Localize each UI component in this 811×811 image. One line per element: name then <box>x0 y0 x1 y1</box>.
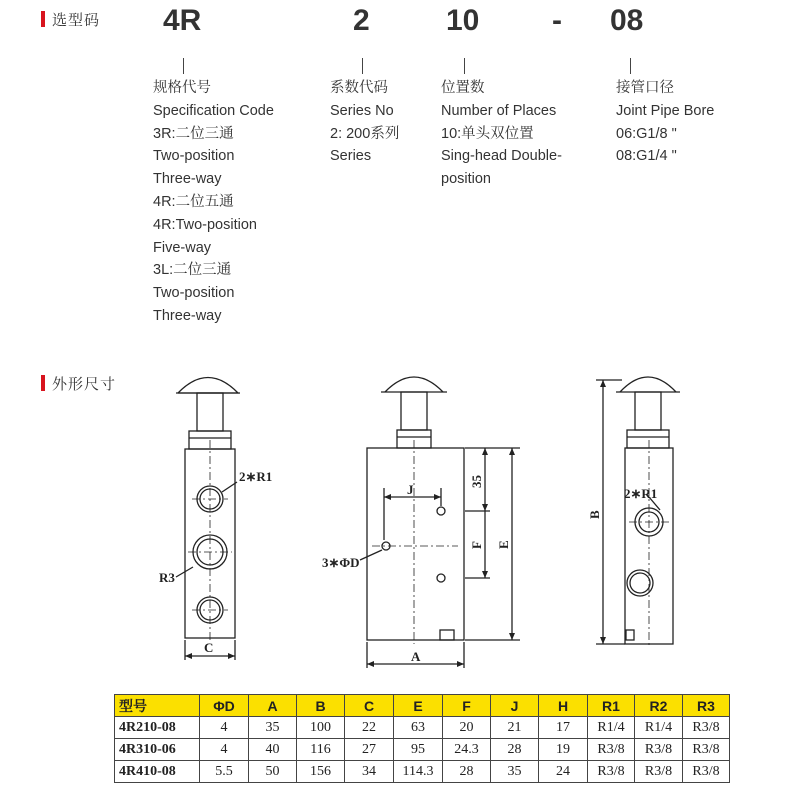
bore-line: Joint Pipe Bore <box>616 102 715 119</box>
cell: 28 <box>443 761 491 783</box>
dimensions-table <box>114 694 730 783</box>
cell: 24.3 <box>443 739 491 761</box>
table-row <box>115 739 730 761</box>
cell: 40 <box>249 739 297 761</box>
col-header-j: J <box>491 695 539 717</box>
label-e: E <box>496 540 511 549</box>
cell: R3/8 <box>635 761 683 783</box>
bore-line: 接管口径 <box>616 80 674 96</box>
col-header-e: E <box>394 695 443 717</box>
cell: 35 <box>249 717 297 739</box>
cell: 156 <box>297 761 345 783</box>
spec-line: Two-position <box>153 148 235 165</box>
front-view-middle <box>360 377 520 668</box>
table-row <box>115 761 730 783</box>
label-f: F <box>469 541 484 549</box>
cell: 17 <box>539 717 588 739</box>
cell: R3/8 <box>683 739 730 761</box>
code-series-no: 2 <box>353 4 370 37</box>
front-view-left <box>176 378 240 661</box>
spec-line: Two-position <box>153 285 235 302</box>
cell: 63 <box>394 717 443 739</box>
col-header-r1: R1 <box>588 695 635 717</box>
code-bore: 08 <box>610 4 644 37</box>
spec-line: Specification Code <box>153 102 274 119</box>
series-line: 系数代码 <box>330 80 388 96</box>
cell: R3/8 <box>635 739 683 761</box>
cell: 22 <box>345 717 394 739</box>
label-phi-d: 3∗ΦD <box>322 555 360 570</box>
cell: R1/4 <box>635 717 683 739</box>
cell: 116 <box>297 739 345 761</box>
label-c: C <box>204 640 214 655</box>
bore-line: 06:G1/8 " <box>616 125 677 142</box>
col-header-r2: R2 <box>635 695 683 717</box>
cell-model: 4R410-08 <box>115 761 200 783</box>
places-line: Sing-head Double- <box>441 148 562 165</box>
col-header-c: C <box>345 695 394 717</box>
col-header-h: H <box>539 695 588 717</box>
cell: R3/8 <box>683 717 730 739</box>
table-header-row <box>115 695 730 717</box>
cell: 28 <box>491 739 539 761</box>
cell: 35 <box>491 761 539 783</box>
col-header-model: 型号 <box>115 695 200 717</box>
label-r3: R3 <box>159 570 175 585</box>
spec-line: 4R:二位五通 <box>153 193 234 210</box>
cell: 24 <box>539 761 588 783</box>
series-line: Series <box>330 148 372 165</box>
places-line: position <box>441 171 491 188</box>
cell: 50 <box>249 761 297 783</box>
series-line: 2: 200系列 <box>330 125 400 142</box>
series-line: Series No <box>330 102 394 119</box>
spec-line: 4R:Two-position <box>153 216 257 233</box>
code-places: 10 <box>446 4 480 37</box>
table-row <box>115 717 730 739</box>
label-j: J <box>407 482 414 497</box>
cell: 95 <box>394 739 443 761</box>
cell: 5.5 <box>200 761 249 783</box>
code-separator: - <box>552 4 562 37</box>
label-b: B <box>587 510 602 519</box>
col-header-phi-d: ΦD <box>200 695 249 717</box>
code-series-type: 4R <box>163 4 202 37</box>
label-r1-left: 2∗R1 <box>239 469 273 484</box>
col-header-b: B <box>297 695 345 717</box>
spec-line: Five-way <box>153 239 212 256</box>
section-title-dimensions: 外形尺寸 <box>52 375 117 393</box>
side-view-right <box>596 377 680 644</box>
cell: 4 <box>200 739 249 761</box>
cell: R3/8 <box>683 761 730 783</box>
label-a: A <box>411 649 421 664</box>
col-header-a: A <box>249 695 297 717</box>
spec-line: Three-way <box>153 171 222 188</box>
cell: 21 <box>491 717 539 739</box>
cell-model: 4R310-06 <box>115 739 200 761</box>
cell: R1/4 <box>588 717 635 739</box>
cell: 34 <box>345 761 394 783</box>
spec-line: 规格代号 <box>153 80 211 96</box>
bore-line: 08:G1/4 " <box>616 148 677 165</box>
col-header-f: F <box>443 695 491 717</box>
col-header-r3: R3 <box>683 695 730 717</box>
cell: 100 <box>297 717 345 739</box>
label-r1-right: 2∗R1 <box>624 486 658 501</box>
section-title-selection-code: 选型码 <box>52 11 101 29</box>
label-35: 35 <box>469 475 484 488</box>
places-line: 10:单头双位置 <box>441 125 534 142</box>
cell: R3/8 <box>588 761 635 783</box>
places-line: Number of Places <box>441 102 557 119</box>
spec-line: 3L:二位三通 <box>153 262 232 279</box>
cell-model: 4R210-08 <box>115 717 200 739</box>
cell: R3/8 <box>588 739 635 761</box>
cell: 4 <box>200 717 249 739</box>
cell: 19 <box>539 739 588 761</box>
cell: 20 <box>443 717 491 739</box>
cell: 114.3 <box>394 761 443 783</box>
spec-line: Three-way <box>153 307 222 324</box>
spec-line: 3R:二位三通 <box>153 125 234 142</box>
cell: 27 <box>345 739 394 761</box>
places-line: 位置数 <box>441 80 485 96</box>
